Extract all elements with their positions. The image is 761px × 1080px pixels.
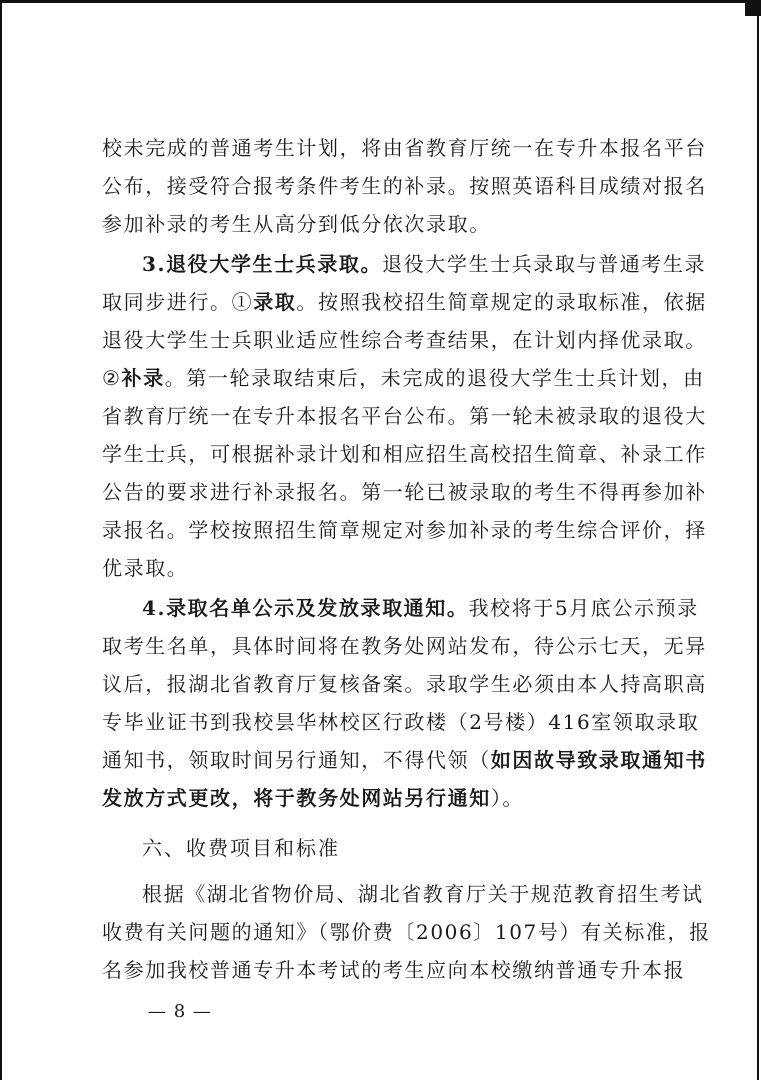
paragraph-2-line-4 <box>102 360 705 396</box>
paragraph-3-line-6-text: ）。 <box>490 786 525 810</box>
paragraph-3-line-3: 议后，报湖北省教育厅复核备案。录取学生必须由本人持高职高 <box>102 672 707 696</box>
paragraph-3-line-5-bold: 如因故导致录取通知书 <box>490 748 707 772</box>
paragraph-4-line-2: 收费有关问题的通知》（鄂价费〔2006〕107号）有关标准，报 <box>102 920 711 944</box>
paragraph-2-line-8: 录报名。学校按照招生简章规定对参加补录的考生综合评价，择 <box>102 518 707 542</box>
paragraph-2-line-4-text-a: ② <box>102 366 122 390</box>
paragraph-3-line-1 <box>142 590 699 626</box>
paragraph-4-line-1: 根据《湖北省物价局、湖北省教育厅关于规范教育招生考试 <box>142 882 704 906</box>
paragraph-3-line-5 <box>102 742 707 778</box>
paragraph-2-line-2-text-b: 。按照我校招生简章规定的录取标准，依据 <box>296 290 707 314</box>
paragraph-2-line-7: 公告的要求进行补录报名。第一轮已被录取的考生不得再参加补 <box>102 480 707 504</box>
paragraph-2-line-1 <box>142 246 707 282</box>
paragraph-3-line-5-text: 通知书，领取时间另行通知，不得代领（ <box>102 748 491 772</box>
paragraph-2-line-3: 退役大学生士兵职业适应性综合考查结果，在计划内择优录取。 <box>102 328 707 352</box>
paragraph-2-line-1-text: 退役大学生士兵录取与普通考生录 <box>382 252 707 276</box>
paragraph-3-line-1-text: 我校将于5月底公示预录 <box>468 596 699 620</box>
page-number: — 8 — <box>148 1001 212 1022</box>
paragraph-3-line-6 <box>102 780 662 816</box>
paragraph-1-line-2: 公布，接受符合报考条件考生的补录。按照英语科目成绩对报名 <box>102 174 707 198</box>
paragraph-2-line-5: 省教育厅统一在专升本报名平台公布。第一轮未被录取的退役大 <box>102 404 707 428</box>
paragraph-2-line-2 <box>102 284 707 320</box>
paragraph-1-line-1: 校未完成的普通考生计划，将由省教育厅统一在专升本报名平台 <box>102 136 707 160</box>
paragraph-2-line-2-text-a: 取同步进行。① <box>102 290 254 314</box>
paragraph-1-line-3: 参加补录的考生从高分到低分依次录取。 <box>102 212 491 236</box>
paragraph-3-line-4: 专毕业证书到我校昙华林校区行政楼（2号楼）416室领取录取 <box>102 710 700 734</box>
section-6-heading: 六、收费项目和标准 <box>142 836 340 860</box>
supplementary-label: 补录 <box>121 366 165 390</box>
veteran-admission-heading: 3.退役大学生士兵录取。 <box>142 252 383 276</box>
paragraph-3-line-2: 取考生名单，具体时间将在教务处网站发布，待公示七天，无异 <box>102 634 707 658</box>
paragraph-3-line-6-bold: 发放方式更改，将于教务处网站另行通知 <box>102 786 491 810</box>
paragraph-4-line-3: 名参加我校普通专升本考试的考生应向本校缴纳普通专升本报 <box>102 958 686 982</box>
paragraph-2-line-9: 优录取。 <box>102 556 189 580</box>
admission-list-heading: 4.录取名单公示及发放录取通知。 <box>142 596 469 620</box>
paragraph-2-line-6: 学生士兵，可根据补录计划和相应招生高校招生简章、补录工作 <box>102 442 707 466</box>
admission-label: 录取 <box>253 290 297 314</box>
paragraph-2-line-4-text-b: 。第一轮录取结束后，未完成的退役大学生士兵计划，由 <box>164 366 705 390</box>
